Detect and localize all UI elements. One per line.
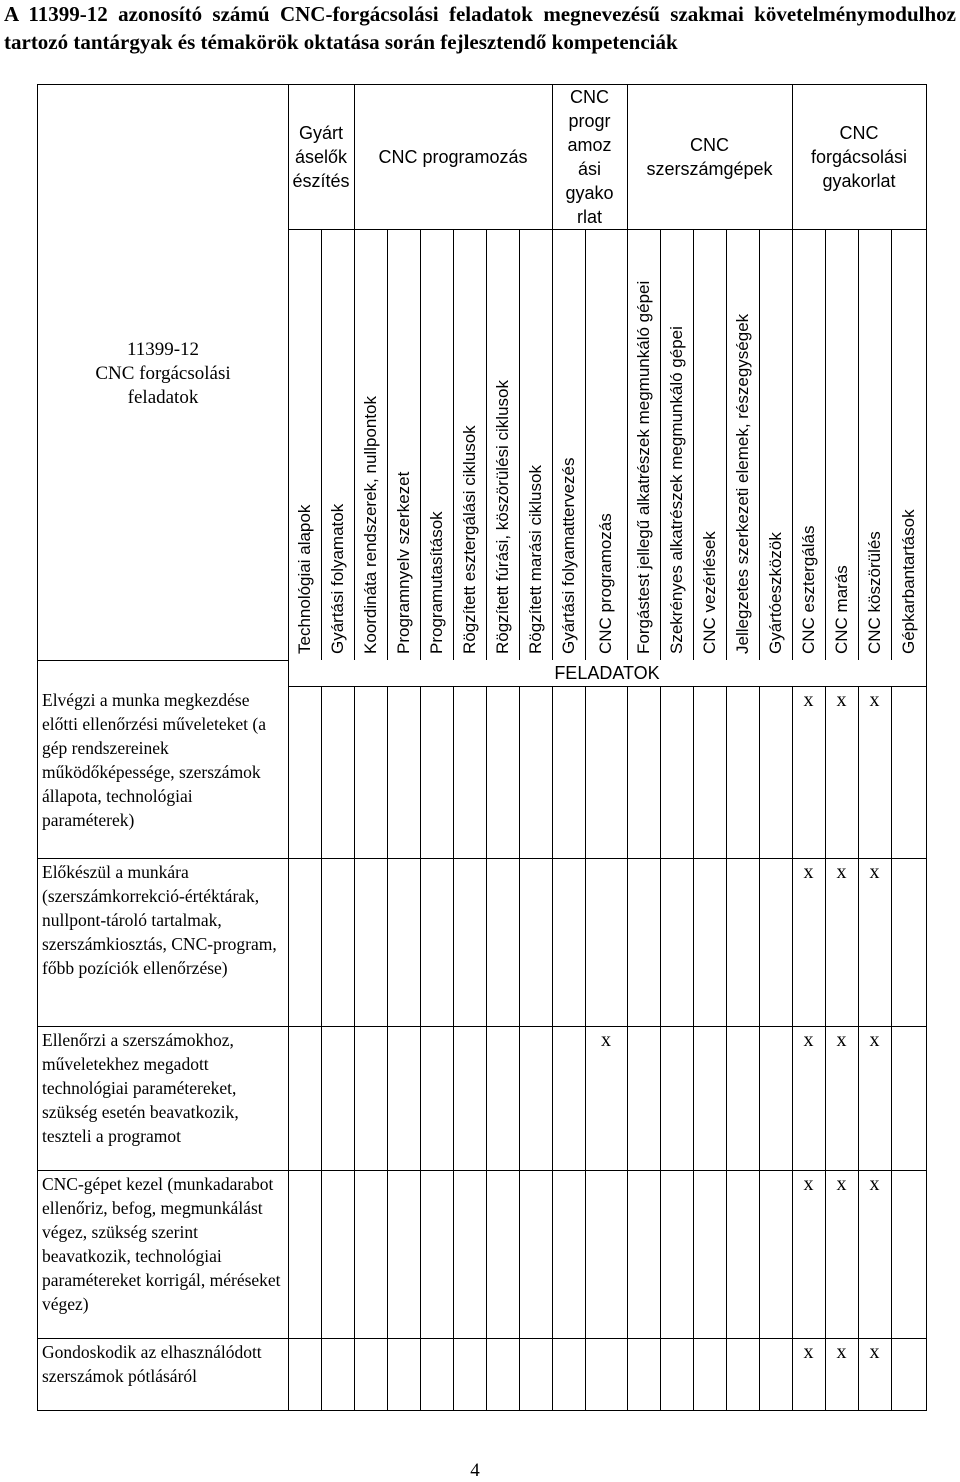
topic-label: Szekrényes alkatrészek megmunkáló gépei (666, 326, 686, 654)
topic-label: Koordináta rendszerek, nullpontok (360, 396, 380, 654)
task-mark: x (836, 1029, 847, 1051)
topic-label: CNC programozás (596, 513, 615, 654)
table-rule (37, 858, 926, 859)
topic-label: Rögzített fúrási, köszörülési ciklusok (492, 380, 512, 654)
task-mark: x (869, 1173, 880, 1195)
table-rule (354, 686, 355, 1410)
topic-header (453, 236, 486, 656)
table-rule (585, 686, 586, 1410)
table-rule (792, 686, 793, 1410)
topic-header (519, 236, 552, 656)
topic-label: Gyártóeszközök (765, 532, 785, 654)
topic-label: Programutasítások (426, 511, 446, 654)
table-rule (37, 1410, 927, 1411)
table-rule (858, 686, 859, 1410)
table-rule (37, 1026, 926, 1027)
table-rule (288, 686, 926, 687)
topic-header (288, 236, 321, 656)
topic-label: Rögzített marási ciklusok (525, 465, 545, 654)
topic-header (792, 236, 825, 656)
topic-header (321, 236, 354, 656)
topic-header (552, 236, 585, 656)
topic-label: CNC köszörülés (864, 531, 884, 654)
topic-header (759, 236, 792, 656)
topic-header (891, 236, 926, 656)
task-mark: x (869, 861, 880, 883)
topic-label: Gyártási folyamatok (327, 503, 347, 654)
topic-header (660, 236, 693, 656)
task-text: Előkészül a munkára (szerszámkorrekció-értéktárak, nullpont-tároló tartalmak, szerszámkiosztás, CNC-program, főbb pozíciók ellenőrzése) (42, 862, 277, 978)
topic-label: Gépkarbantartások (898, 509, 918, 654)
table-rule (387, 686, 388, 1410)
page-number: 4 (470, 1460, 480, 1481)
table-rule (486, 686, 487, 1410)
module-label: 11399-12 CNC forgácsolási feladatok (95, 339, 231, 408)
topic-header (726, 236, 759, 656)
topic-header (858, 236, 891, 656)
table-rule (37, 660, 288, 661)
table-rule (660, 686, 661, 1410)
table-rule (420, 686, 421, 1410)
task-text: Ellenőrzi a szerszámokhoz, műveletekhez megadott technológiai paramétereket, szükség esetén beavatkozik, teszteli a programot (42, 1030, 239, 1146)
subject-group: CNC progr amoz ási gyako rlat (565, 86, 614, 227)
task-mark: x (803, 689, 814, 711)
subject-group: CNC programozás (378, 146, 528, 167)
topic-header (486, 236, 519, 656)
table-rule (825, 686, 826, 1410)
task-mark: x (836, 1341, 847, 1363)
topic-header (825, 236, 858, 656)
subject-group: CNC forgácsolási gyakorlat (810, 122, 908, 191)
table-rule (37, 84, 38, 1410)
topic-header (354, 236, 387, 656)
topic-header (627, 236, 660, 656)
topic-label: Jellegzetes szerkezeti elemek, részegységek (732, 313, 752, 654)
table-rule (519, 686, 520, 1410)
task-mark: x (869, 1029, 880, 1051)
task-mark: x (803, 1341, 814, 1363)
task-mark: x (836, 1173, 847, 1195)
table-rule (453, 686, 454, 1410)
table-rule (37, 1338, 926, 1339)
table-rule (37, 1170, 926, 1171)
table-rule (693, 686, 694, 1410)
table-rule (759, 686, 760, 1410)
task-mark: x (803, 1029, 814, 1051)
topic-label: CNC marás (831, 565, 851, 654)
feladatok-label: FELADATOK (554, 663, 660, 683)
task-text: CNC-gépet kezel (munkadarabot ellenőriz, befog, megmunkálást végez, szükség szerint beavatkozik, technológiai paramétereket korrigál, méréseket végez) (42, 1174, 281, 1314)
subject-group: CNC szerszámgépek (646, 134, 773, 179)
task-mark: x (869, 1341, 880, 1363)
subject-group: Gyárt áselők észítés (292, 122, 350, 191)
task-mark: x (803, 1173, 814, 1195)
table-rule (552, 686, 553, 1410)
topic-header (420, 236, 453, 656)
task-mark: x (601, 1029, 611, 1051)
topic-label: Rögzített esztergálási ciklusok (459, 425, 479, 654)
topic-label: Programnyelv szerkezet (393, 471, 413, 654)
document-title: A 11399-12 azonosító számú CNC-forgácsolási feladatok megnevezésű szakmai követelménymodulhoz tartozó tantárgyak és témakörök oktatása során fejlesztendő kompetenciák (4, 2, 956, 54)
task-mark: x (836, 689, 847, 711)
topic-header (585, 236, 627, 656)
topic-label: CNC esztergálás (798, 525, 818, 654)
task-text: Gondoskodik az elhasználódott szerszámok pótlásáról (42, 1342, 262, 1386)
topic-label: Technológiai alapok (294, 504, 314, 654)
topic-label: Gyártási folyamattervezés (558, 457, 578, 654)
topic-label: CNC vezérlések (699, 531, 719, 654)
table-rule (926, 84, 927, 1410)
topic-header (693, 236, 726, 656)
task-mark: x (869, 689, 880, 711)
topic-label: Forgástest jellegű alkatrészek megmunkáló gépei (633, 280, 653, 654)
task-text: Elvégzi a munka megkezdése előtti ellenőrzési műveleteket (a gép rendszereinek működőképessége, szerszámok állapota, technológiai paraméterek) (42, 690, 266, 830)
table-rule (321, 686, 322, 1410)
table-rule (891, 686, 892, 1410)
table-rule (726, 686, 727, 1410)
task-mark: x (803, 861, 814, 883)
task-mark: x (836, 861, 847, 883)
table-rule (627, 686, 628, 1410)
table-rule (288, 229, 926, 230)
topic-header (387, 236, 420, 656)
